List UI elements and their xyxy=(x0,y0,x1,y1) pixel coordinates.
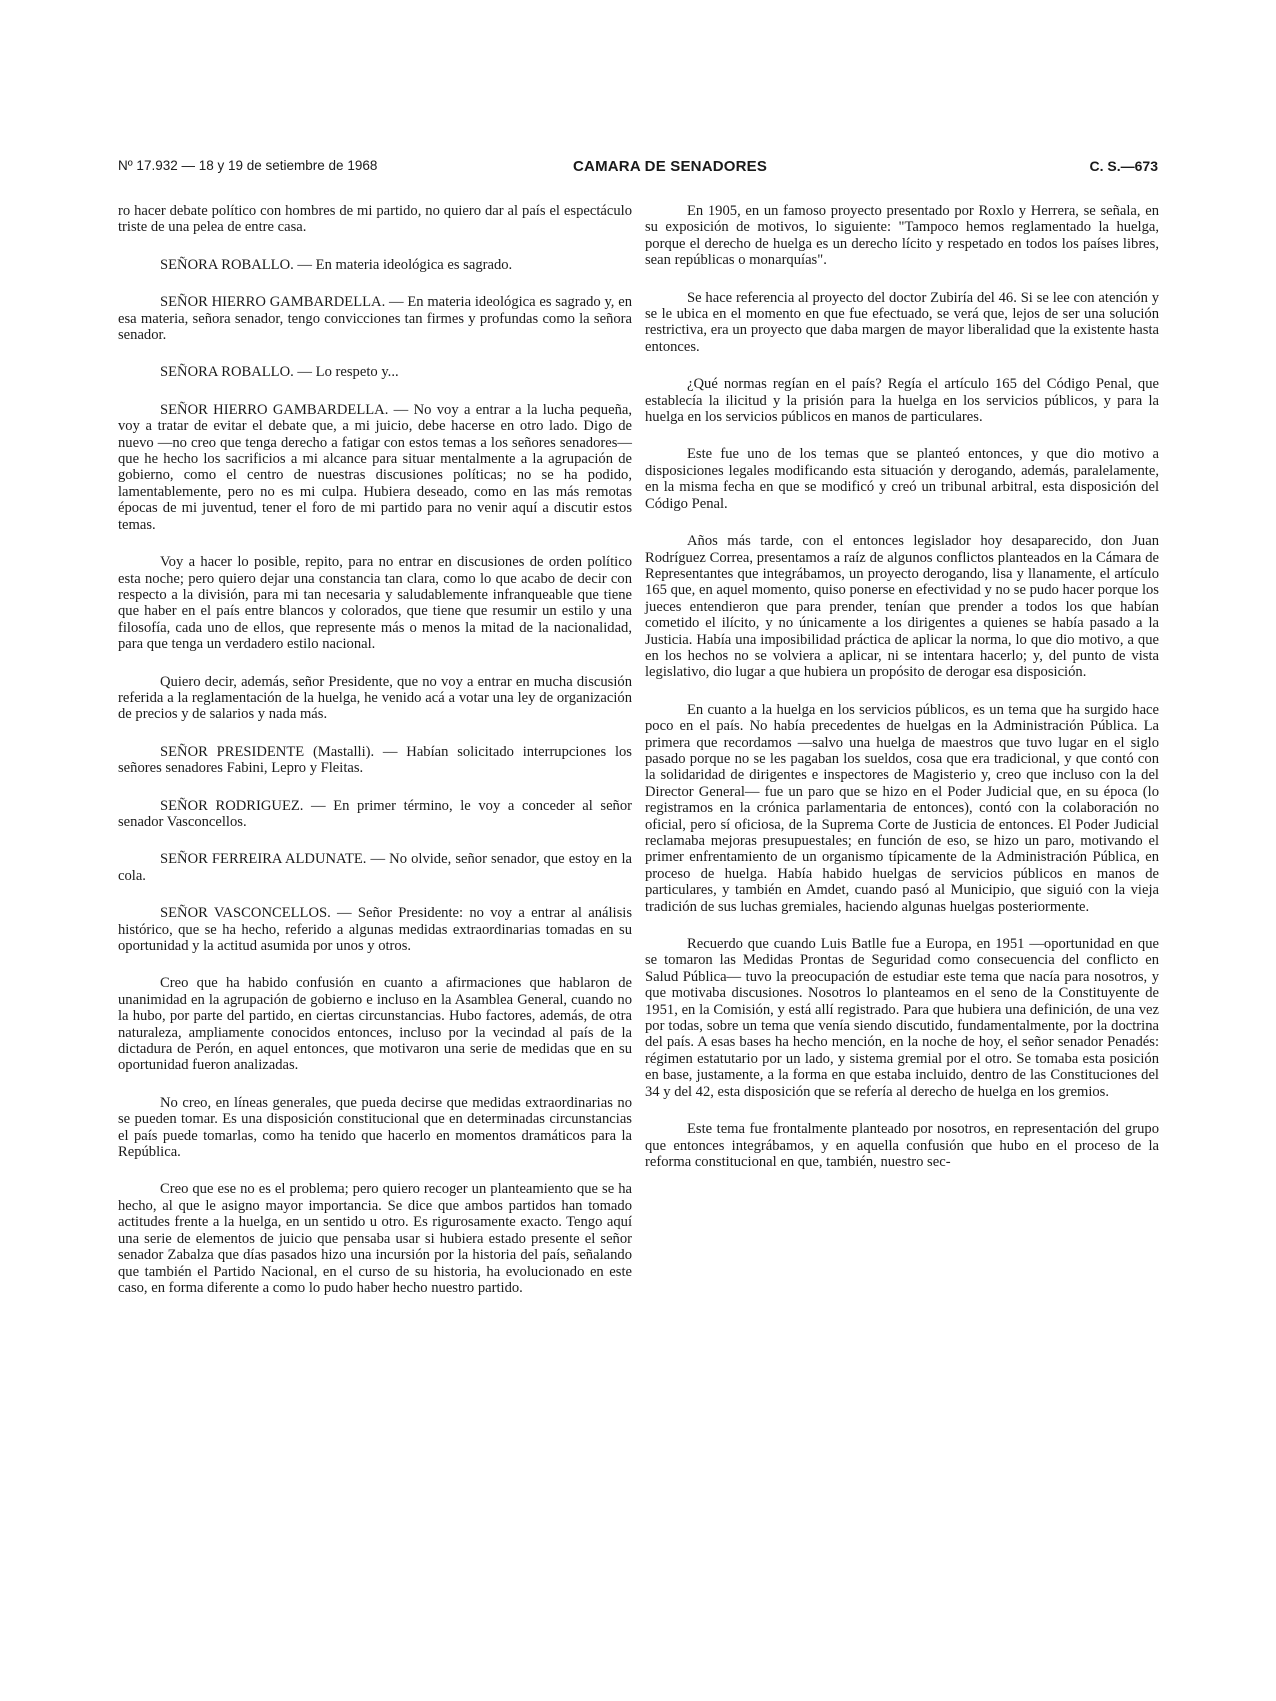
paragraph: Este fue uno de los temas que se planteó entonces, y que dio motivo a disposiciones legales modificando esta situación y derogando, además, paralelamente, en la misma fecha en que se modificó y creó un tribunal arbitral, esta disposición del Código Penal. xyxy=(645,446,1159,512)
page-number: C. S.—673 xyxy=(1089,158,1158,174)
paragraph: No creo, en líneas generales, que pueda decirse que medidas extraordinarias no se pueden tomar. Es una disposición constitucional que en determinadas circunstancias el país puede tomarlas, como ha tenido que hacerlo en momentos dramáticos para la República. xyxy=(118,1094,632,1161)
paragraph: SEÑOR HIERRO GAMBARDELLA. — En materia ideológica es sagrado y, en esa materia, señora senador, tengo convicciones tan firmes y profundas como la señora senador. xyxy=(118,294,632,344)
paragraph: En cuanto a la huelga en los servicios públicos, es un tema que ha surgido hace poco en el país. No había precedentes de huelgas en la Administración Pública. La primera que recordamos —salvo una huelga de maestros que tuvo lugar en el siglo pasado porque no se les pagaban los sueldos, cosa que era tradicional, y que contó con la solidaridad de dirigentes e inspectores de Magisterio y, creo que incluso con la del Director General— fue un paro que se hizo en el Poder Judicial que, en su época (lo registramos en la crónica parlamentaria de entonces), contó con la colaboración no oficial, pero sí oficiosa, de la Suprema Corte de Justicia de entonces. El Poder Judicial reclamaba mejoras presupuestales; en función de eso, se hizo un paro, motivando el primer enfrentamiento de un organismo típicamente de la Administración Pública, en proceso de huelga. Había habido huelgas de servicios públicos en manos de particulares, y también en Amdet, cuando pasó al Municipio, que siguió con la vieja tradición de sus luchas gremiales, haciendo algunas huelgas posteriormente. xyxy=(645,701,1159,915)
left-column xyxy=(118,203,632,1317)
paragraph: Se hace referencia al proyecto del doctor Zubiría del 46. Si se lee con atención y se le ubica en el momento en que fue efectuado, se verá que, lejos de ser una solución restrictiva, era un proyecto que daba margen de mayor liberalidad que la existente hasta entonces. xyxy=(645,289,1159,355)
paragraph: Este tema fue frontalmente planteado por nosotros, en representación del grupo que entonces integrábamos, y en aquella confusión que hubo en el proceso de la reforma constitucional en que, también, nuestro sec- xyxy=(645,1121,1159,1170)
right-column xyxy=(645,203,1159,1191)
paragraph: ro hacer debate político con hombres de mi partido, no quiero dar al país el espectáculo triste de una pelea de entre casa. xyxy=(118,203,632,236)
paragraph: SEÑOR HIERRO GAMBARDELLA. — No voy a entrar a la lucha pequeña, voy a tratar de evitar el debate que, a mi juicio, debe hacerse en otro lado. Digo de nuevo —no creo que tenga derecho a fatigar con estos temas a los señores senadores— que he hecho los sacrificios a mi alcance para situar mentalmente a la agrupación de gobierno, como el centro de nuestras discusiones políticas; no se ha podido, lamentablemente, pero no es mi culpa. Hubiera deseado, como en las más remotas épocas de mi juventud, tener el foro de mi partido para no venir aquí a discutir estos temas. xyxy=(118,401,632,533)
paragraph: En 1905, en un famoso proyecto presentado por Roxlo y Herrera, se señala, en su exposición de motivos, lo siguiente: "Tampoco hemos reglamentado la huelga, porque el derecho de huelga es un derecho lícito y respetado en todos los países libres, sean repúblicas o monarquías". xyxy=(645,203,1159,269)
paragraph: Creo que ha habido confusión en cuanto a afirmaciones que hablaron de unanimidad en la agrupación de gobierno e incluso en la Asamblea General, cuando no la hubo, por parte del partido, en ciertas circunstancias. Hubo factores, además, de otra naturaleza, ampliamente conocidos entonces, incluso por la vecindad al país de la dictadura de Perón, en aquel entonces, que motivaron una serie de medidas que en su oportunidad fueron analizadas. xyxy=(118,975,632,1074)
paragraph: Voy a hacer lo posible, repito, para no entrar en discusiones de orden político esta noche; pero quiero dejar una constancia tan clara, como lo que acabo de decir con respecto a la división, para mi tan necesaria y saludablemente infranqueable que tiene que haber en el país entre blancos y colorados, que tiene que resumir un estilo y una filosofía, cada uno de ellos, que represente más o menos la mitad de la nacionalidad, para que tenga un verdadero estilo nacional. xyxy=(118,554,632,653)
paragraph: Años más tarde, con el entonces legislador hoy desaparecido, don Juan Rodríguez Correa, presentamos a raíz de algunos conflictos planteados en la Cámara de Representantes que integrábamos, un proyecto derogando, lisa y llanamente, el artículo 165 que, en aquel momento, quiso ponerse en efectividad y no se pudo hacer porque los jueces entendieron que para prender, tenían que prender a todos los que habían cometido el ilícito, y no únicamente a los dirigentes a quienes se había pasado a la Justicia. Había una imposibilidad práctica de aplicar la norma, lo que dio motivo, a que en los hechos no se volviera a aplicar, ni se intentara hacerlo; y, del punto de vista legislativo, dio lugar a que hubiera un propósito de derogar esa disposición. xyxy=(645,533,1159,681)
paragraph: ¿Qué normas regían en el país? Regía el artículo 165 del Código Penal, que establecía la ilicitud y la prisión para la huelga en los servicios públicos, y para la huelga en los servicios públicos en manos de particulares. xyxy=(645,376,1159,426)
paragraph: Recuerdo que cuando Luis Batlle fue a Europa, en 1951 —oportunidad en que se tomaron las Medidas Prontas de Seguridad como consecuencia del conflicto en Salud Pública— tuvo la preocupación de estudiar este tema que nacía para nosotros, y que motivaba discusiones. Nosotros lo planteamos en el seno de la Constituyente de 1951, en la Comisión, y está allí registrado. Para que hubiera una definición, de una vez por todas, sobre un tema que venía siendo discutido, fundamentalmente, por la doctrina del país. A esas bases ha hecho mención, en la noche de hoy, el señor senador Penadés: régimen estatutario por un lado, y sistema gremial por el otro. Se tomaba esta posición en base, justamente, a la forma en que estaba incluido, dentro de las Constituciones del 34 y del 42, esta disposición que se refería al derecho de huelga en los gremios. xyxy=(645,936,1159,1100)
page-header xyxy=(118,158,1158,180)
paragraph: SEÑOR FERREIRA ALDUNATE. — No olvide, señor senador, que estoy en la cola. xyxy=(118,851,632,884)
issue-date: Nº 17.932 — 18 y 19 de setiembre de 1968 xyxy=(118,158,378,173)
paragraph: Quiero decir, además, señor Presidente, que no voy a entrar en mucha discusión referida a la reglamentación de la huelga, he venido acá a votar una ley de organización de precios y de salarios y nada más. xyxy=(118,673,632,723)
paragraph: SEÑOR PRESIDENTE (Mastalli). — Habían solicitado interrupciones los señores senadores Fabini, Lepro y Fleitas. xyxy=(118,743,632,777)
chamber-title: CAMARA DE SENADORES xyxy=(573,158,768,175)
paragraph: SEÑORA ROBALLO. — En materia ideológica es sagrado. xyxy=(160,256,513,273)
paragraph: SEÑOR RODRIGUEZ. — En primer término, le voy a conceder al señor senador Vasconcellos. xyxy=(118,797,632,830)
paragraph: SEÑORA ROBALLO. — Lo respeto y... xyxy=(160,364,399,381)
paragraph: SEÑOR VASCONCELLOS. — Señor Presidente: no voy a entrar al análisis histórico, que se ha hecho, referido a algunas medidas extraordinarias tomadas en su oportunidad y la actitud asumida por unos y otros. xyxy=(118,905,632,954)
paragraph: Creo que ese no es el problema; pero quiero recoger un planteamiento que se ha hecho, al que le asigno mayor importancia. Se dice que ambos partidos han tomado actitudes frente a la huelga, en un sentido u otro. Es rigurosamente exacto. Tengo aquí una serie de elementos de juicio que pensaba usar si hubiera estado presente el señor senador Zabalza que días pasados hizo una incursión por la historia del país, señalando que también el Partido Nacional, en el curso de su historia, ha evolucionado en este caso, en forma diferente a como lo pudo haber hecho nuestro partido. xyxy=(118,1181,632,1296)
